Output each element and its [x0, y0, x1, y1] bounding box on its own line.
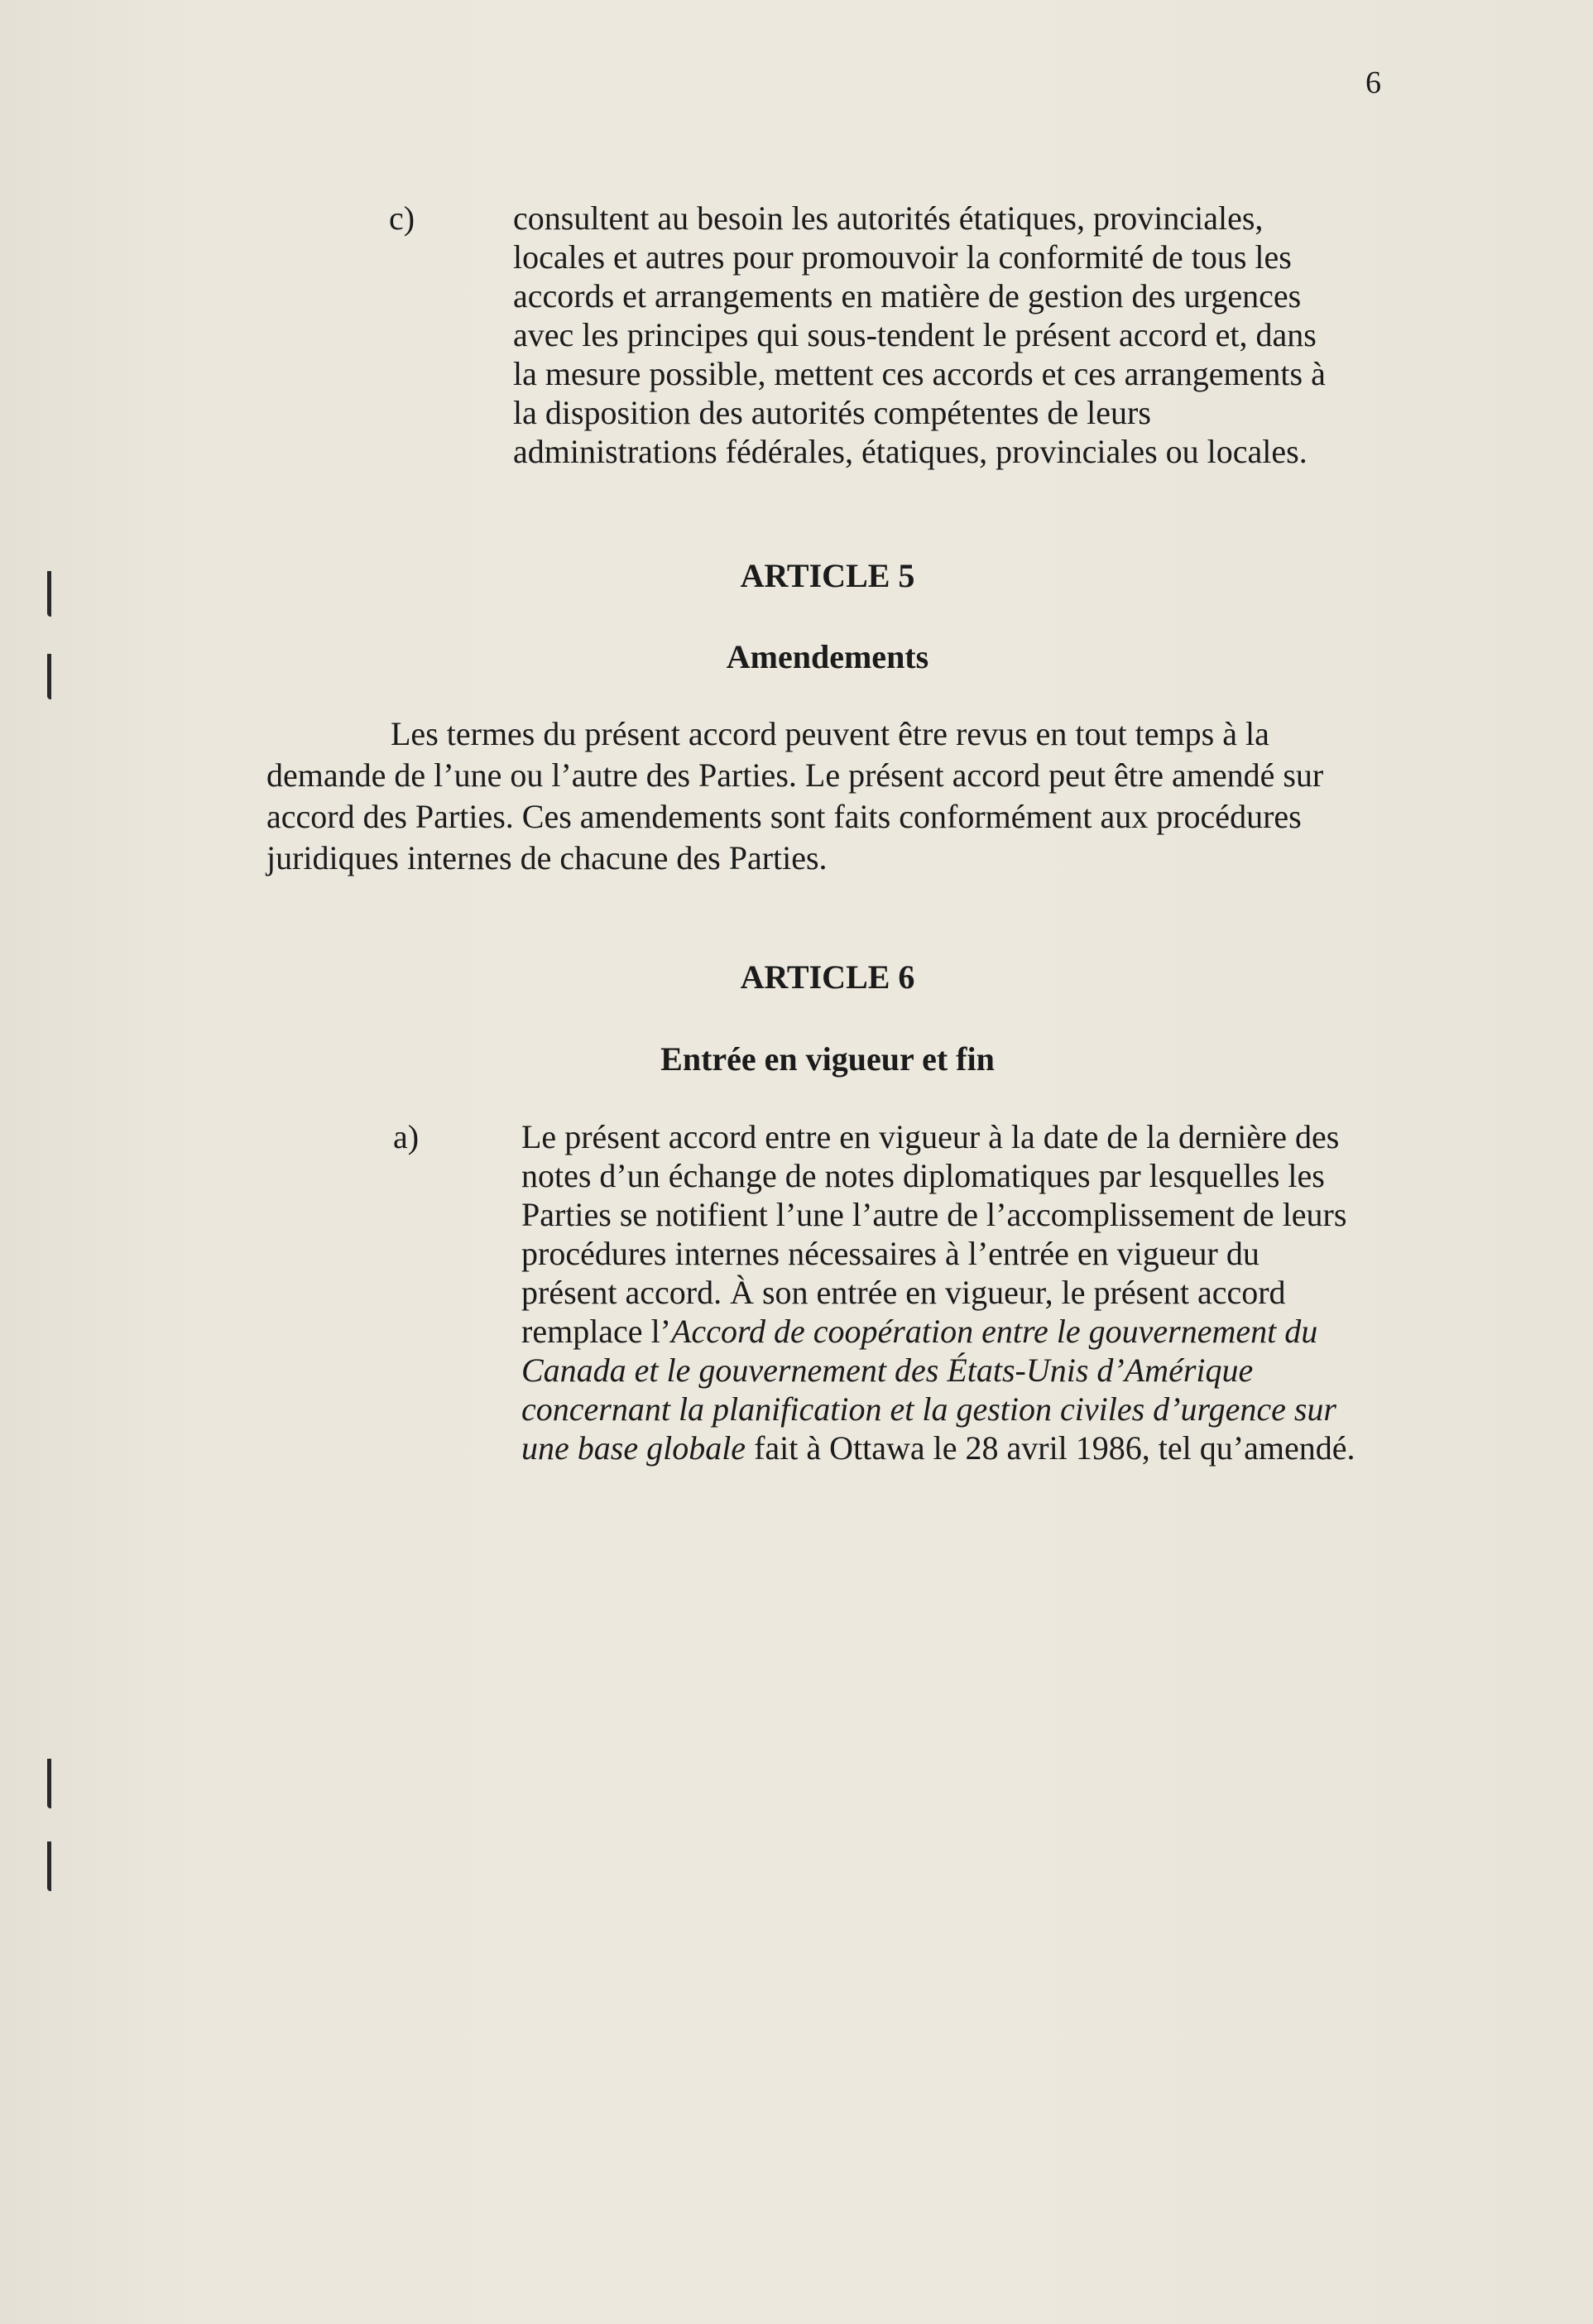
agreement-title-italic: Accord de coopération entre le gouvernement du	[671, 1313, 1318, 1350]
article-5-title: Amendements	[726, 638, 929, 675]
text-line: Le présent accord entre en vigueur à la date de la dernière des	[521, 1118, 1340, 1155]
list-item-a	[393, 1117, 1485, 1490]
agreement-title-italic: concernant la planification et la gestion civiles d’urgence sur	[521, 1390, 1336, 1428]
page-number: 6	[1365, 65, 1381, 100]
show-through-artifact	[273, 497, 1390, 546]
binding-mark	[47, 654, 55, 699]
text-line: Parties se notifient l’une l’autre de l’accomplissement de leurs	[521, 1196, 1347, 1233]
text-line: juridiques internes de chacune des Parties.	[266, 839, 828, 876]
item-label: a)	[393, 1118, 420, 1155]
text-line: la disposition des autorités compétentes de leurs	[513, 394, 1151, 431]
text-line: Les termes du présent accord peuvent être revus en tout temps à la	[391, 715, 1269, 752]
text-line	[521, 1428, 1485, 1467]
article-5-paragraph	[266, 713, 1367, 879]
text-line: procédures internes nécessaires à l’entrée en vigueur du	[521, 1235, 1260, 1272]
text-line: consultent au besoin les autorités étatiques, provinciales,	[513, 199, 1264, 237]
text-line: administrations fédérales, étatiques, provinciales ou locales.	[513, 433, 1308, 470]
article-6-title: Entrée en vigueur et fin	[660, 1040, 995, 1078]
text-line: accords et arrangements en matière de gestion des urgences	[513, 277, 1302, 315]
text-line: demande de l’une ou l’autre des Parties. Le présent accord peut être amendé sur	[266, 756, 1324, 794]
text-line: accord des Parties. Ces amendements sont faits conformément aux procédures	[266, 798, 1302, 835]
text-run: remplace l’	[521, 1313, 671, 1350]
text-line: présent accord. À son entrée en vigueur, le présent accord	[521, 1274, 1286, 1311]
agreement-title-italic: Canada et le gouvernement des États-Unis d’Amérique	[521, 1352, 1254, 1389]
agreement-title-italic: une base globale	[521, 1429, 746, 1467]
text-line	[521, 1312, 1485, 1351]
binding-mark	[47, 1841, 55, 1891]
binding-mark	[47, 571, 55, 617]
list-item-c	[389, 199, 1465, 480]
text-line: locales et autres pour promouvoir la conformité de tous les	[513, 238, 1292, 276]
text-line: la mesure possible, mettent ces accords et ces arrangements à	[513, 355, 1326, 392]
item-text	[521, 1117, 1485, 1467]
text-run: fait à Ottawa le 28 avril 1986, tel qu’amendé.	[746, 1429, 1355, 1467]
article-6-heading: ARTICLE 6	[740, 958, 915, 996]
text-line	[521, 1351, 1485, 1390]
text-line: notes d’un échange de notes diplomatiques par lesquelles les	[521, 1157, 1325, 1194]
article-5-heading: ARTICLE 5	[740, 557, 915, 594]
item-text	[513, 199, 1465, 471]
text-line: avec les principes qui sous-tendent le présent accord et, dans	[513, 316, 1317, 353]
item-label: c)	[389, 199, 415, 237]
binding-mark	[47, 1759, 55, 1808]
text-line	[521, 1390, 1485, 1428]
